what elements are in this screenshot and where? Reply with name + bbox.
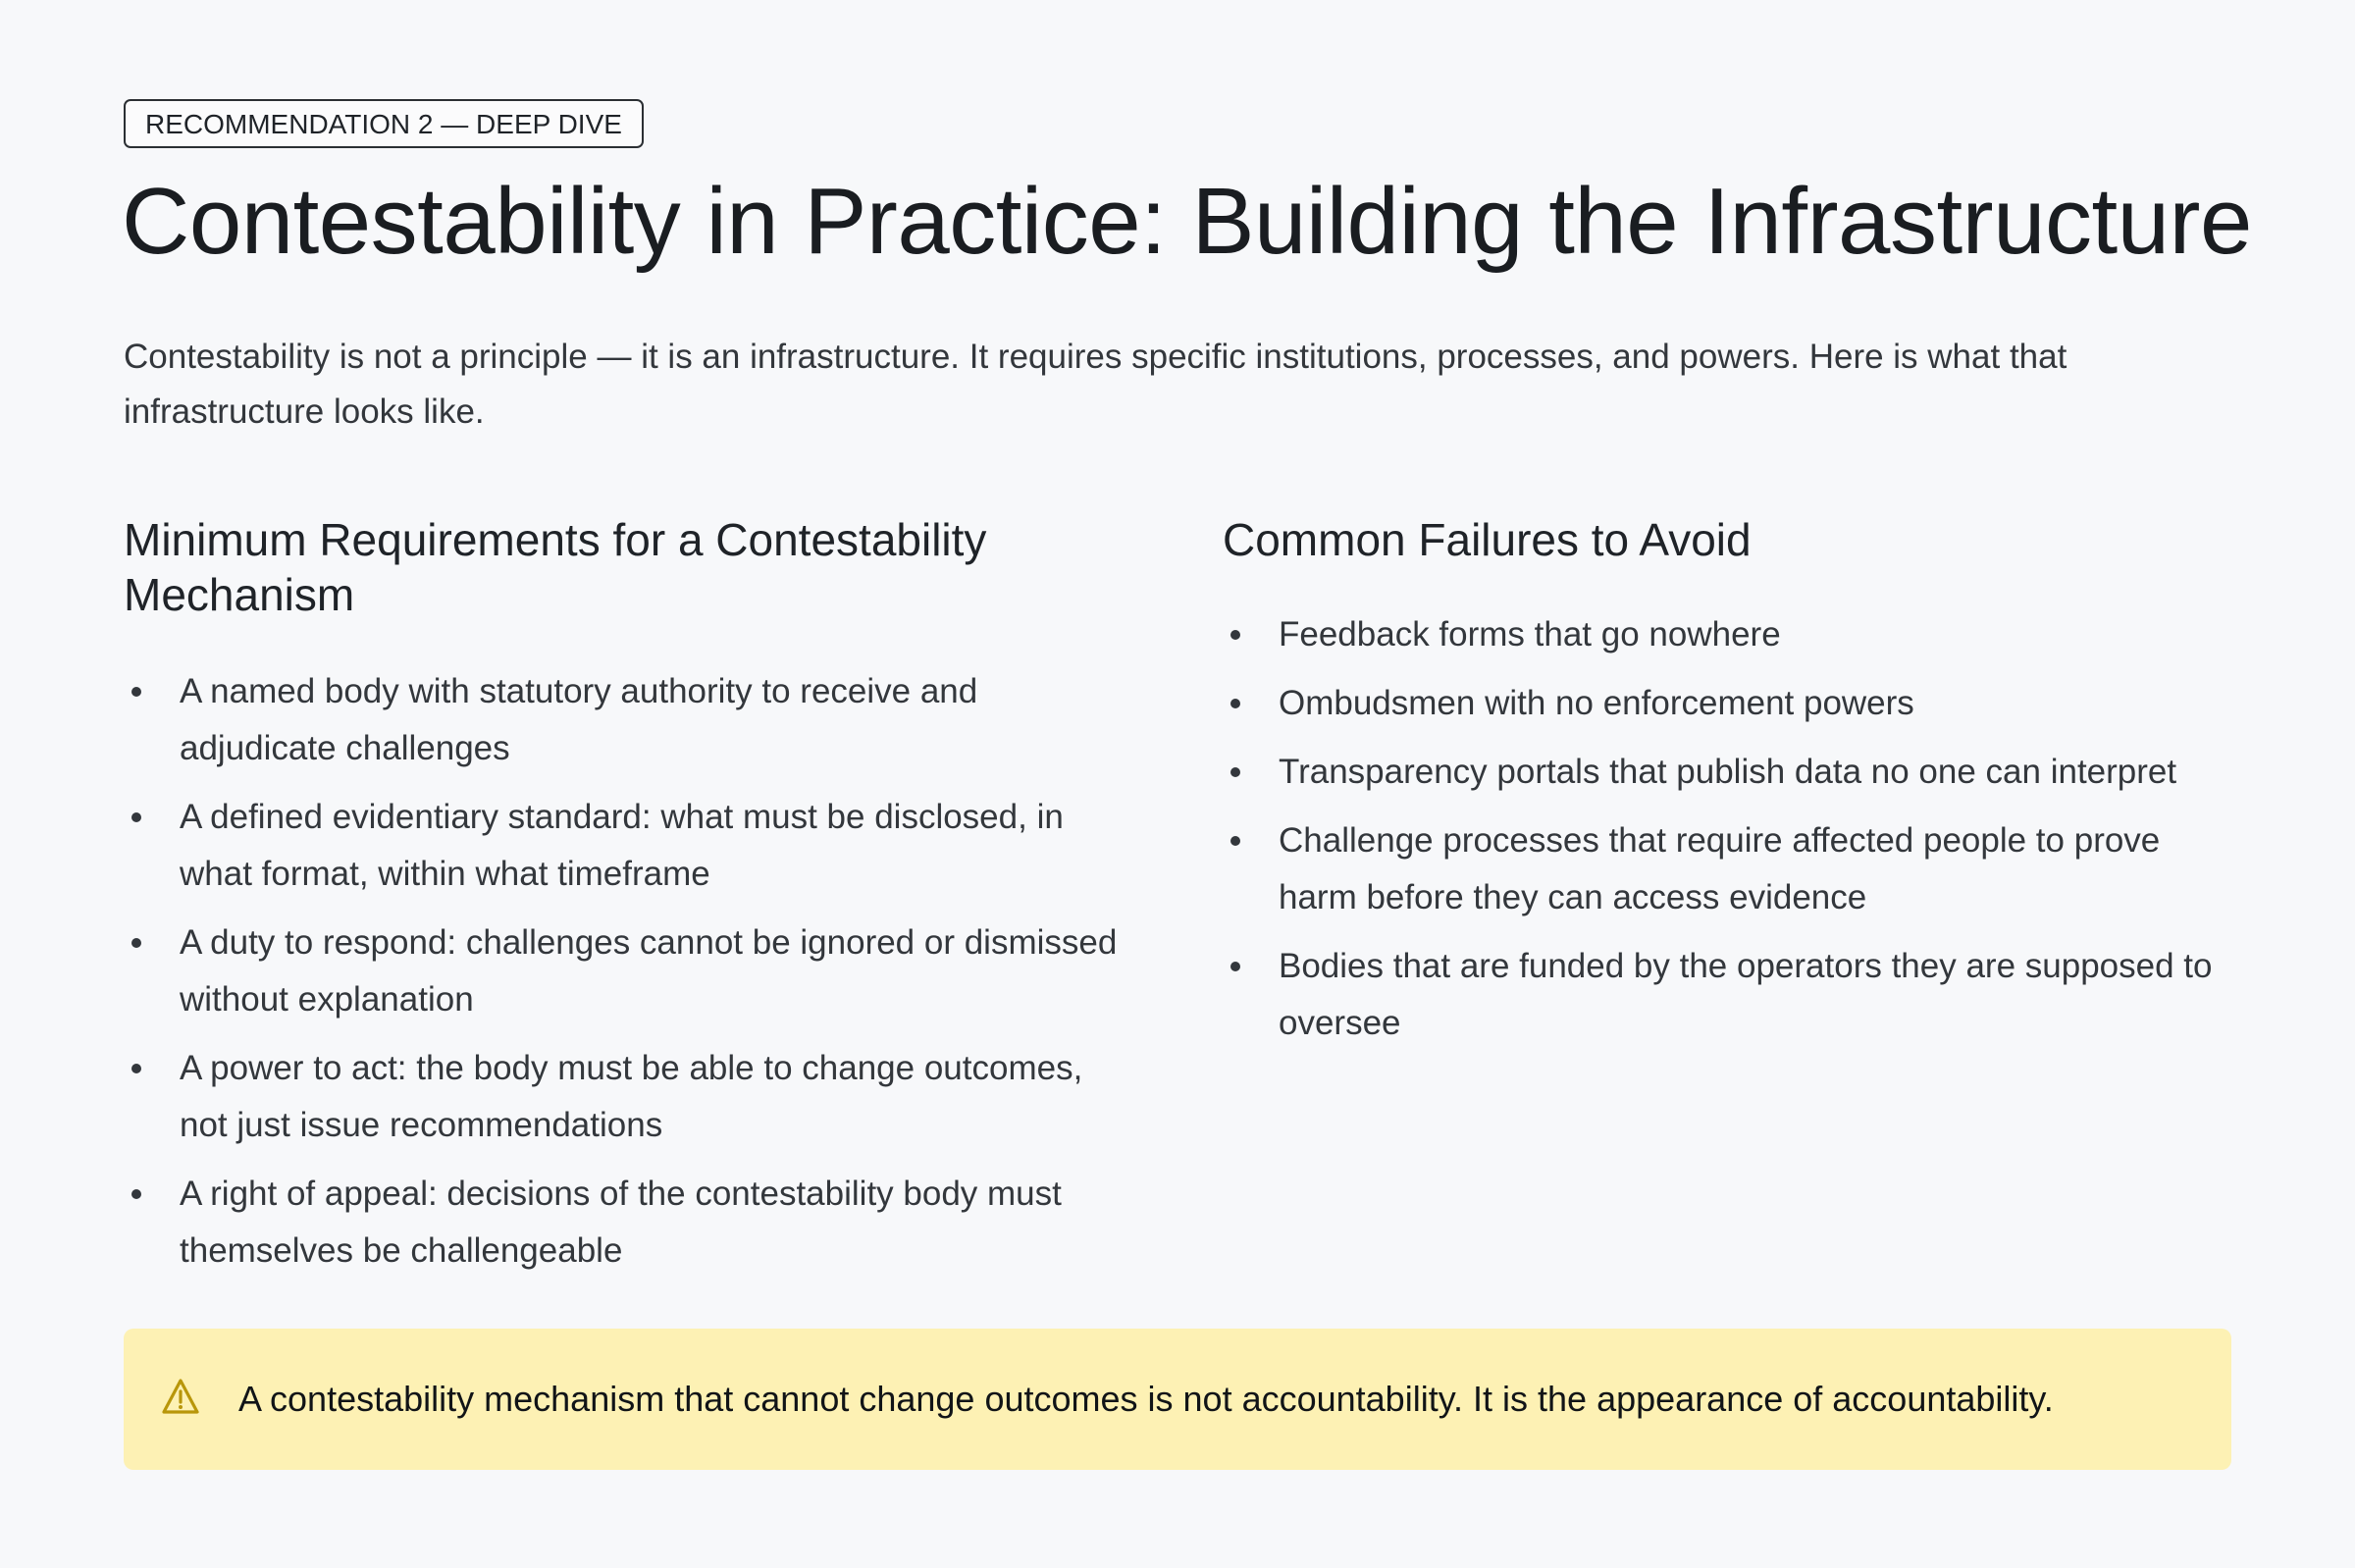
bullet-icon (131, 938, 141, 948)
requirements-list (124, 663, 1125, 1280)
bullet-icon (131, 812, 141, 822)
list-item (1223, 606, 2243, 663)
warning-callout (124, 1329, 2231, 1470)
list-item-text: A named body with statutory authority to receive and adjudicate challenges (180, 672, 978, 767)
list-item-text: A right of appeal: decisions of the contestability body must themselves be challengeable (180, 1175, 1062, 1270)
failures-column (1223, 512, 2243, 1064)
list-item (1223, 744, 2243, 801)
list-item-text: Feedback forms that go nowhere (1279, 615, 1781, 653)
list-item (1223, 938, 2243, 1052)
callout-text: A contestability mechanism that cannot change outcomes is not accountability. It is the appearance of accountability. (238, 1379, 2054, 1419)
list-item-text: Ombudsmen with no enforcement powers (1279, 684, 1914, 722)
bullet-icon (1230, 630, 1240, 640)
section-badge: RECOMMENDATION 2 — DEEP DIVE (124, 99, 644, 148)
list-item-text: Challenge processes that require affected people to prove harm before they can access evidence (1279, 821, 2161, 916)
page-title: Contestability in Practice: Building the Infrastructure (122, 169, 2252, 274)
list-item (124, 1166, 1125, 1280)
intro-paragraph: Contestability is not a principle — it is an infrastructure. It requires specific institutions, processes, and powers. Here is what that infrastructure looks like. (124, 338, 2067, 431)
bullet-icon (131, 1064, 141, 1073)
list-item-text: A defined evidentiary standard: what must be disclosed, in what format, within what timeframe (180, 798, 1064, 893)
bullet-icon (1230, 699, 1240, 708)
failures-heading: Common Failures to Avoid (1223, 514, 1752, 565)
list-item (1223, 812, 2243, 926)
list-item-text: Transparency portals that publish data no one can interpret (1279, 753, 2177, 791)
bullet-icon (131, 1189, 141, 1199)
warning-icon (161, 1378, 200, 1415)
list-item (124, 915, 1125, 1028)
list-item (1223, 675, 2243, 732)
list-item-text: Bodies that are funded by the operators they are supposed to oversee (1279, 947, 2213, 1042)
bullet-icon (1230, 962, 1240, 971)
list-item (124, 789, 1125, 903)
list-item (124, 1040, 1125, 1154)
list-item-text: A power to act: the body must be able to change outcomes, not just issue recommendations (180, 1049, 1083, 1144)
bullet-icon (131, 687, 141, 697)
bullet-icon (1230, 767, 1240, 777)
requirements-heading: Minimum Requirements for a Contestability Mechanism (124, 514, 987, 620)
list-item (124, 663, 1125, 777)
bullet-icon (1230, 836, 1240, 846)
failures-list (1223, 606, 2243, 1052)
requirements-column (124, 512, 1125, 1291)
list-item-text: A duty to respond: challenges cannot be ignored or dismissed without explanation (180, 923, 1118, 1019)
